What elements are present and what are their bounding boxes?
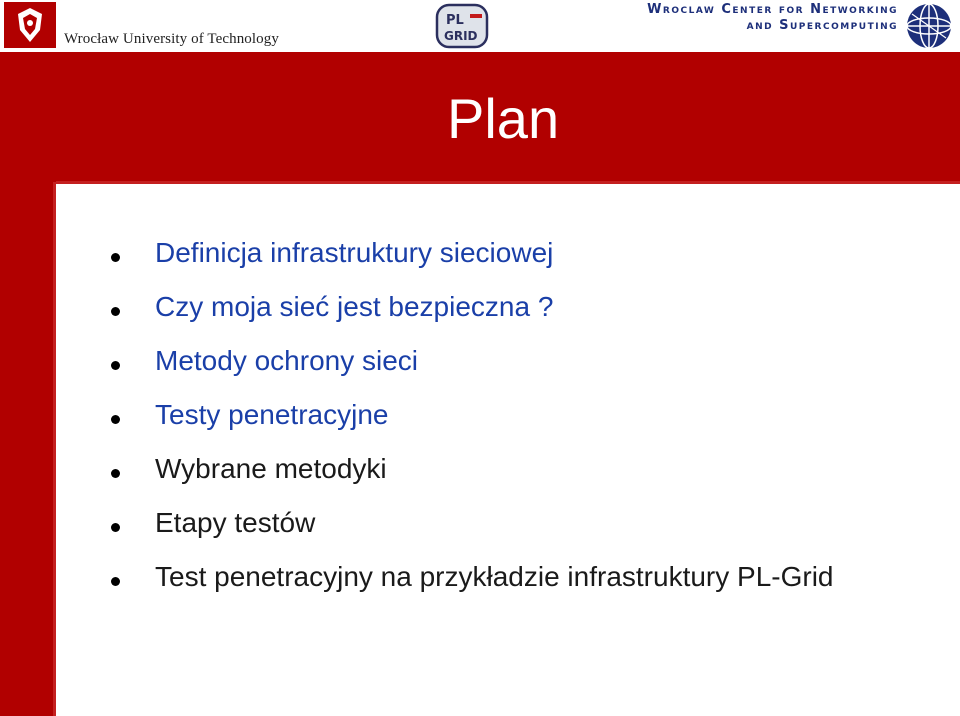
- university-name: Wrocław University of Technology: [64, 31, 279, 47]
- bullet-text: Etapy testów: [155, 507, 316, 538]
- slide-title: Plan: [447, 87, 560, 150]
- list-item: [0, 452, 960, 492]
- wcss-wordmark: [538, 2, 898, 34]
- bullet-text: Testy penetracyjne: [155, 399, 389, 430]
- wcss-line-2: and Supercomputing: [746, 18, 898, 33]
- list-item: [0, 236, 960, 276]
- bullet-text: Test penetracyjny na przykładzie infrastruktury PL-Grid: [155, 561, 834, 592]
- university-crest-icon: [4, 2, 56, 48]
- left-red-strip: [0, 52, 56, 716]
- bullet-text: Metody ochrony sieci: [155, 345, 419, 376]
- bullet-text: Wybrane metodyki: [155, 453, 387, 484]
- bullet-dot-icon: [111, 253, 120, 262]
- bullet-dot-icon: [111, 577, 120, 586]
- bullet-text: Czy moja sieć jest bezpieczna ?: [155, 291, 554, 322]
- plgrid-logo-pl-text: PL: [446, 13, 464, 28]
- list-item: [0, 506, 960, 546]
- bullet-dot-icon: [111, 415, 120, 424]
- list-item: [0, 560, 960, 600]
- bullet-dot-icon: [111, 523, 120, 532]
- plgrid-logo-icon: [434, 2, 490, 50]
- bullet-dot-icon: [111, 469, 120, 478]
- list-item: [0, 398, 960, 438]
- bullet-dot-icon: [111, 361, 120, 370]
- bullet-dot-icon: [111, 307, 120, 316]
- list-item: [0, 344, 960, 384]
- wcss-globe-icon: [904, 2, 954, 50]
- plgrid-logo-grid-text: GRID: [444, 29, 478, 43]
- wcss-line-1: Wroclaw Center for Networking: [647, 2, 898, 17]
- bullet-text: Definicja infrastruktury sieciowej: [155, 237, 554, 268]
- list-item: [0, 290, 960, 330]
- header-bar: [0, 0, 960, 52]
